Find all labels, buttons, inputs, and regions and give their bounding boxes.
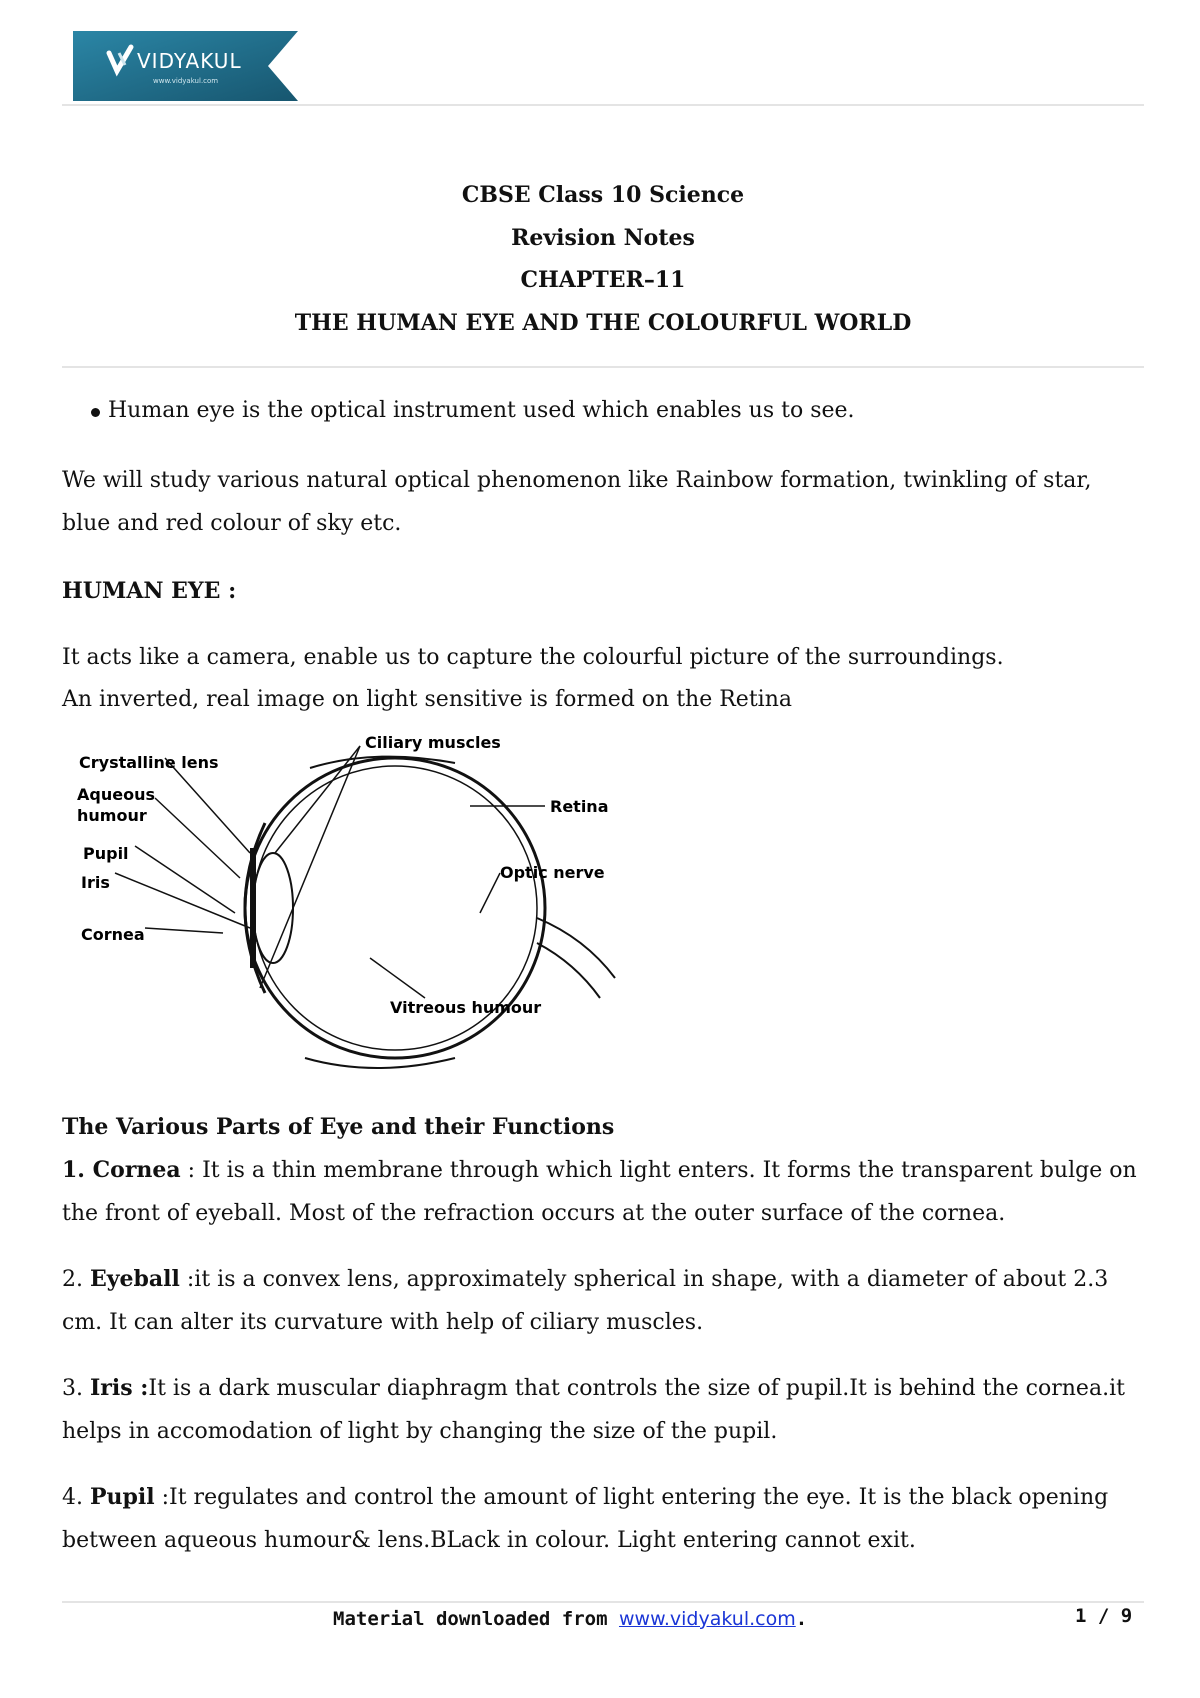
title-line-3: CHAPTER–11 <box>520 267 686 293</box>
human-eye-line-2: An inverted, real image on light sensitive is formed on the Retina <box>62 687 792 712</box>
parts-heading: The Various Parts of Eye and their Functions <box>62 1114 615 1140</box>
intro-paragraph: We will study various natural optical phenomenon like Rainbow formation, twinkling of star, blue and red colour of sky etc. <box>62 468 1092 536</box>
eye-diagram-svg <box>75 728 660 1078</box>
header-divider <box>62 104 1144 106</box>
part-term: Eyeball <box>89 1266 180 1292</box>
part-item-cornea <box>62 1149 1144 1235</box>
part-text: : It is a thin membrane through which light enters. It forms the transparent bulge on the front of eyeball. Most of the refraction occurs at the outer surface of the cornea. <box>62 1158 1137 1226</box>
part-term: Pupil <box>89 1484 155 1510</box>
part-number: 1. <box>62 1157 93 1183</box>
label-optic-nerve: Optic nerve <box>500 863 605 882</box>
footer-divider <box>62 1601 1144 1603</box>
bullet-dot-icon <box>91 408 100 417</box>
part-item-pupil <box>62 1476 1144 1562</box>
title-divider <box>62 366 1144 368</box>
label-ciliary-muscles: Ciliary muscles <box>365 733 501 752</box>
human-eye-line-1: It acts like a camera, enable us to capture the colourful picture of the surroundings. <box>62 645 1004 670</box>
label-aqueous-2: humour <box>77 806 147 825</box>
label-iris: Iris <box>81 873 110 892</box>
part-number: 3. <box>62 1376 90 1401</box>
title-line-1: CBSE Class 10 Science <box>461 182 745 208</box>
footer-prefix: Material downloaded from <box>333 1608 619 1630</box>
part-number: 4. <box>62 1485 90 1510</box>
part-text: It is a dark muscular diaphragm that controls the size of pupil.It is behind the cornea.it helps in accomodation of light by changing the size of the pupil. <box>62 1376 1125 1444</box>
label-aqueous-1: Aqueous <box>77 785 155 804</box>
human-eye-heading: HUMAN EYE : <box>62 578 237 604</box>
part-number: 2. <box>62 1267 90 1292</box>
part-term: Cornea <box>92 1157 181 1183</box>
title-line-2: Revision Notes <box>511 224 695 251</box>
part-text: :It regulates and control the amount of light entering the eye. It is the black opening between aqueous humour& lens.BLack in colour. Light entering cannot exit. <box>62 1485 1109 1553</box>
part-item-iris <box>62 1367 1144 1453</box>
optic-nerve-line-1 <box>537 918 615 978</box>
intro-bullet-text: Human eye is the optical instrument used which enables us to see. <box>108 398 855 423</box>
footer-link[interactable]: www.vidyakul.com <box>618 1608 796 1630</box>
vidyakul-logo[interactable] <box>73 31 298 101</box>
label-cornea: Cornea <box>81 925 145 944</box>
label-pupil: Pupil <box>83 844 129 863</box>
label-vitreous-humour: Vitreous humour <box>390 998 542 1017</box>
footer-source <box>333 1608 807 1630</box>
lower-lid-shape <box>305 1058 455 1068</box>
label-crystalline-lens: Crystalline lens <box>79 753 219 772</box>
page-number: 1 / 9 <box>1075 1605 1133 1627</box>
document-title <box>62 178 1144 348</box>
eye-diagram <box>75 728 660 1078</box>
title-line-4: THE HUMAN EYE AND THE COLOURFUL WORLD <box>294 309 912 336</box>
footer-suffix: . <box>795 1608 808 1630</box>
part-term: Iris : <box>89 1375 149 1401</box>
label-retina: Retina <box>550 797 609 816</box>
part-text: :it is a convex lens, approximately spherical in shape, with a diameter of about 2.3 cm. It can alter its curvature with help of ciliary muscles. <box>62 1267 1109 1335</box>
lens-shape <box>253 853 293 963</box>
intro-bullet <box>108 398 855 423</box>
part-item-eyeball <box>62 1258 1144 1344</box>
logo-subtext: www.vidyakul.com <box>153 77 219 85</box>
logo-text: VIDYAKUL <box>137 49 242 73</box>
